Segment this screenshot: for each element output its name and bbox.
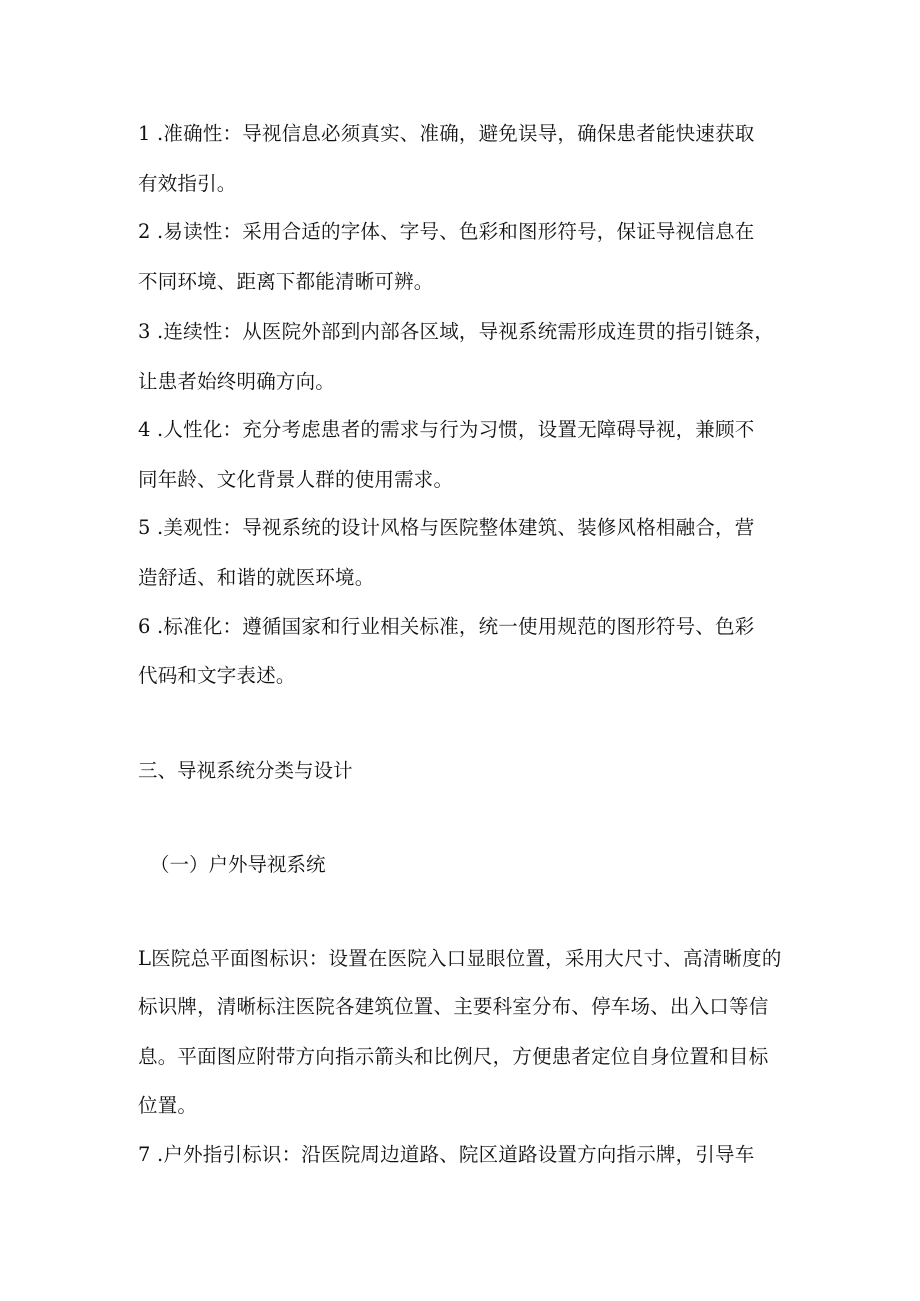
subsection-heading: （一）户外导视系统 [150, 853, 326, 876]
item-3-line-1: 3 .连续性：从医院外部到内部各区域，导视系统需形成连贯的指引链条， [138, 320, 775, 343]
plan-para-line-1: L医院总平面图标识：设置在医院入口显眼位置，采用大尺寸、高清晰度的 [138, 947, 782, 970]
plan-para-line-4: 位置。 [138, 1094, 198, 1117]
item-4-line-2: 同年龄、文化背景人群的使用需求。 [138, 468, 454, 491]
item-3-line-2: 让患者始终明确方向。 [138, 370, 336, 393]
item-4-line-1: 4 .人性化：充分考虑患者的需求与行为习惯，设置无障碍导视，兼顾不 [138, 418, 755, 441]
item-6-line-1: 6 .标准化：遵循国家和行业相关标准，统一使用规范的图形符号、色彩 [138, 615, 755, 638]
outdoor-para-line-1: 7 .户外指引标识：沿医院周边道路、院区道路设置方向指示牌，引导车 [138, 1143, 755, 1166]
item-5-line-1: 5 .美观性：导视系统的设计风格与医院整体建筑、装修风格相融合，营 [138, 516, 755, 539]
item-2-line-1: 2 .易读性：采用合适的字体、字号、色彩和图形符号，保证导视信息在 [138, 220, 755, 243]
item-6-line-2: 代码和文字表述。 [138, 664, 296, 687]
item-1-line-2: 有效指引。 [138, 172, 237, 195]
item-2-line-2: 不同环境、距离下都能清晰可辨。 [138, 270, 434, 293]
section-heading: 三、导视系统分类与设计 [138, 759, 353, 782]
plan-para-line-3: 息。平面图应附带方向指示箭头和比例尺，方便患者定位自身位置和目标 [138, 1045, 769, 1068]
plan-para-line-2: 标识牌，清晰标注医院各建筑位置、主要科室分布、停车场、出入口等信 [138, 995, 769, 1018]
item-1-line-1: 1 .准确性：导视信息必须真实、准确，避免误导，确保患者能快速获取 [138, 122, 755, 145]
item-5-line-2: 造舒适、和谐的就医环境。 [138, 566, 375, 589]
